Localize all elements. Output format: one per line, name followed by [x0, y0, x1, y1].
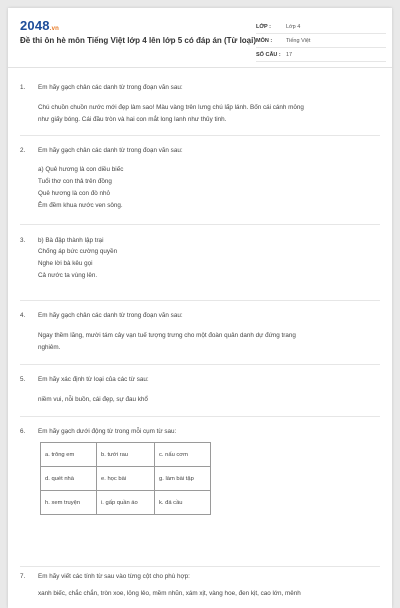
question-body — [38, 164, 378, 212]
question-number: 3. — [20, 237, 26, 244]
meta-value: Tiếng Việt — [286, 37, 311, 44]
table-cell: h. xem truyện — [41, 491, 97, 515]
logo-text: 2048 — [20, 18, 50, 33]
body-line: Êm đềm khua nước ven sông. — [38, 202, 123, 209]
body-line: Tuổi thơ con thả trên đồng — [38, 178, 112, 185]
table-cell: b. tưới rau — [97, 443, 155, 467]
question-number: 6. — [20, 428, 26, 435]
question-body — [38, 330, 378, 354]
worksheet-page — [8, 8, 392, 608]
question-number: 2. — [20, 147, 26, 154]
table-cell: a. trông em — [41, 443, 97, 467]
body-line: Ngay thềm lăng, mười tám cây vạn tuế tượng trưng cho một đoàn quân danh dự đứng trang — [38, 332, 296, 339]
question-number: 4. — [20, 312, 26, 319]
divider — [20, 300, 380, 301]
body-line: Chống áp bức cường quyền — [38, 248, 118, 255]
question-prompt: b) Bà đập thành lập trại — [38, 237, 104, 244]
table-row — [41, 467, 211, 491]
question-body — [38, 102, 378, 126]
body-line: Cả nước ta vùng lên. — [38, 272, 98, 279]
question-prompt: Em hãy gạch chân các danh từ trong đoạn văn sau: — [38, 84, 183, 91]
question-prompt: Em hãy gạch chân các danh từ trong đoạn văn sau: — [38, 312, 183, 319]
table-row — [41, 443, 211, 467]
table-cell: k. đá cầu — [155, 491, 211, 515]
body-line: Chú chuồn chuồn nước mới đẹp làm sao! Màu vàng trên lưng chú lấp lánh. Bốn cái cánh mỏng — [38, 104, 304, 111]
divider — [20, 566, 380, 567]
question-number: 5. — [20, 376, 26, 383]
body-line: như giấy bóng. Cái đầu tròn và hai con mắt long lanh như thủy tinh. — [38, 116, 227, 123]
body-line: nghiêm. — [38, 344, 61, 351]
question-number: 7. — [20, 573, 26, 580]
table-cell: c. nấu cơm — [155, 443, 211, 467]
table-cell: e. học bài — [97, 467, 155, 491]
question-body — [38, 394, 378, 406]
question-prompt: Em hãy xác định từ loại của các từ sau: — [38, 376, 149, 383]
divider — [20, 364, 380, 365]
divider — [20, 224, 380, 225]
meta-row-count — [256, 48, 386, 62]
meta-label: MÔN : — [256, 37, 273, 44]
meta-label: SỐ CÂU : — [256, 51, 281, 58]
table-cell: g. làm bài tập — [155, 467, 211, 491]
meta-info — [256, 20, 386, 62]
question-prompt: Em hãy gạch dưới động từ trong mỗi cụm từ sau: — [38, 428, 177, 435]
body-line: Quê hương là con đò nhỏ — [38, 190, 111, 197]
table-cell: d. quét nhà — [41, 467, 97, 491]
question-number: 1. — [20, 84, 26, 91]
table-cell: i. gấp quần áo — [97, 491, 155, 515]
verb-table — [40, 442, 211, 515]
meta-value: 17 — [286, 51, 293, 58]
question-body — [38, 588, 388, 600]
body-line: Nghe lời bà kêu gọi — [38, 260, 93, 267]
site-logo[interactable] — [20, 18, 59, 33]
worksheet-header — [8, 8, 392, 68]
meta-label: LỚP : — [256, 23, 271, 30]
body-line: niềm vui, nỗi buồn, cái đẹp, sự đau khổ — [38, 396, 148, 403]
body-line: a) Quê hương là con diều biếc — [38, 166, 124, 173]
question-body — [38, 246, 378, 282]
logo-suffix: .vn — [49, 26, 60, 32]
divider — [20, 135, 380, 136]
table-row — [41, 491, 211, 515]
divider — [20, 416, 380, 417]
meta-value: Lớp 4 — [286, 23, 301, 30]
question-prompt: Em hãy gạch chân các danh từ trong đoạn văn sau: — [38, 147, 183, 154]
question-prompt: Em hãy viết các tính từ sau vào từng cột cho phù hợp: — [38, 573, 190, 580]
meta-row-grade — [256, 20, 386, 34]
meta-row-subject — [256, 34, 386, 48]
body-line: xanh biếc, chắc chắn, tròn xoe, lỏng lẻo, mềm nhũn, xám xịt, vàng hoe, đen kịt, cao lớn, mênh — [38, 590, 301, 597]
page-title: Đề thi ôn hè môn Tiếng Việt lớp 4 lên lớp 5 có đáp án (Từ loại) — [20, 36, 257, 45]
